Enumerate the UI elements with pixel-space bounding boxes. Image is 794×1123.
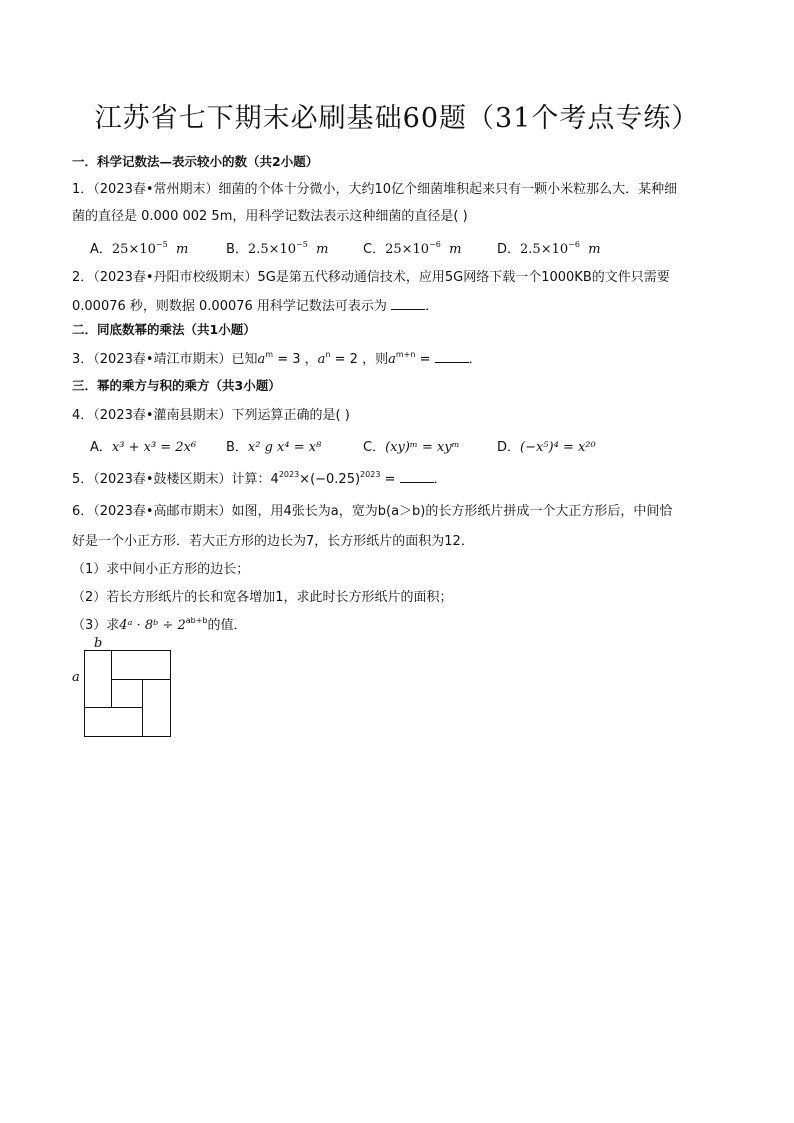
figure-label-a: a xyxy=(72,670,80,685)
section-heading-3: 三．幂的乘方与积的乘方（共3小题） xyxy=(72,378,281,393)
q4-option-a: A．x³ + x³ = 2x⁶ xyxy=(90,440,197,455)
q1-option-c: C．$25\times 10^{-6}$ m xyxy=(363,240,462,257)
q4-option-c: C．(xy)ᵐ = xyᵐ xyxy=(363,440,460,455)
q1-option-b: B．$2.5\times 10^{-5}$ m xyxy=(226,240,329,257)
q6-line2: 好是一个小正方形．若大正方形的边长为7，长方形纸片的面积为12． xyxy=(72,534,474,549)
q6-sub3: （3）求4ᵃ · 8ᵇ ÷ $2^{ab+b}$的值． xyxy=(72,616,247,633)
rectangle-square-figure xyxy=(84,650,174,740)
q2-line2: 0.00076 秒，则数据 0.00076 用科学记数法可表示为 ． xyxy=(72,299,439,314)
q6-sub2: （2）若长方形纸片的长和宽各增加1，求此时长方形纸片的面积； xyxy=(72,590,453,605)
q1-line1: 1．（2023春•常州期末）细菌的个体十分微小，大约10亿个细菌堆积起来只有一颗小米粒那么大．某种细 xyxy=(72,182,678,197)
q5-answer-blank[interactable] xyxy=(400,472,434,483)
q3-line: 3．（2023春•靖江市期末）已知$a^m = 3$ ，$a^n = 2$ ，则$a^{m+n}$ = ． xyxy=(72,350,482,367)
q1-line2: 菌的直径是 0.000 002 5m，用科学记数法表示这种细菌的直径是( ) xyxy=(72,209,468,224)
q1-option-d: D．$2.5\times 10^{-6}$ m xyxy=(497,240,601,257)
q1-option-a: A．$25\times 10^{-5}$ m xyxy=(90,240,189,257)
outer-square xyxy=(85,651,171,737)
q2-answer-blank[interactable] xyxy=(391,299,425,310)
q4-stem: 4．（2023春•灌南县期末）下列运算正确的是( ) xyxy=(72,408,350,423)
section-heading-1: 一．科学记数法—表示较小的数（共2小题） xyxy=(72,154,319,169)
q6-line1: 6．（2023春•高邮市期末）如图，用4张长为a，宽为b(a＞b)的长方形纸片拼成一个大正方形后，中间恰 xyxy=(72,504,673,519)
rect-left xyxy=(85,651,112,708)
figure-label-b: b xyxy=(94,636,103,651)
q4-option-d: D．(−x⁵)⁴ = x²⁰ xyxy=(497,440,596,455)
q2-line1: 2．（2023春•丹阳市校级期末）5G是第五代移动通信技术，应用5G网络下载一个1000KB的文件只需要 xyxy=(72,270,670,285)
q3-answer-blank[interactable] xyxy=(435,352,469,363)
section-heading-2: 二．同底数幂的乘法（共1小题） xyxy=(72,322,256,337)
rect-top xyxy=(112,651,171,680)
rect-bottom xyxy=(85,708,143,737)
q6-sub1: （1）求中间小正方形的边长； xyxy=(72,562,250,577)
q5-line: 5．（2023春•鼓楼区期末）计算：$4^{2023}\times(-0.25)^{2023}$ = ． xyxy=(72,470,447,487)
q4-option-b: B．x² g x⁴ = x⁸ xyxy=(226,440,322,455)
page-title: 江苏省七下期末必刷基础60题（31个考点专练） xyxy=(94,103,700,134)
rect-right xyxy=(143,680,171,737)
